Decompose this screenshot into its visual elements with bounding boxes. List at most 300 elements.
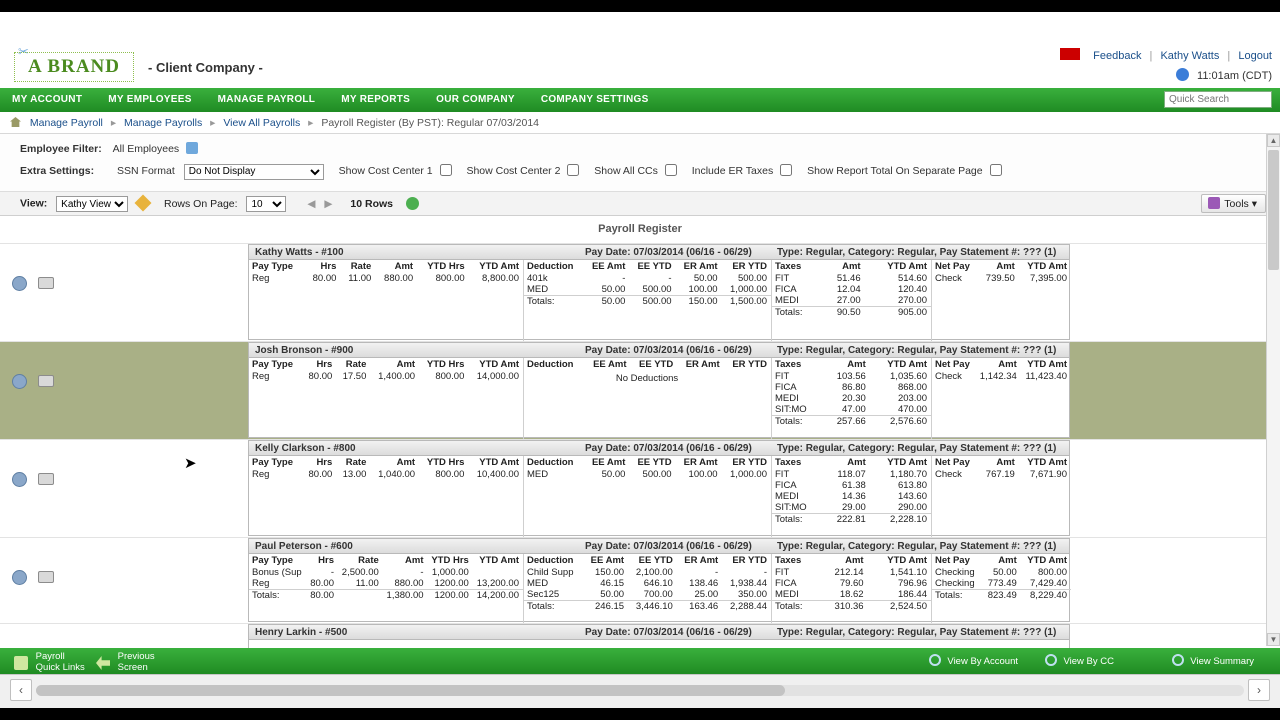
employee-card <box>248 244 1070 340</box>
cell: 1200.00 <box>428 590 473 602</box>
cell: 50.00 <box>693 273 718 284</box>
col-tax-amt: Amt <box>847 359 866 370</box>
employee-card <box>248 538 1070 622</box>
col-ytd-amt: YTD Amt <box>479 555 519 566</box>
col-ee-amt: EE Amt <box>590 555 625 566</box>
cell: MEDI <box>775 491 799 502</box>
col-deduction: Deduction <box>527 261 574 272</box>
view-by-cc-label: View By CC <box>1063 656 1114 667</box>
cell: 12.04 <box>836 284 861 295</box>
col-amt: Amt <box>405 555 424 566</box>
cell: 80.00 <box>312 273 337 284</box>
feedback-link[interactable]: Feedback <box>1093 50 1142 62</box>
cell: 222.81 <box>823 514 870 526</box>
pay-type-info: Type: Regular, Category: Regular, Pay Statement #: ??? (1) <box>777 345 1057 356</box>
cell: 150.00 <box>676 296 722 308</box>
cell: 270.00 <box>897 295 927 306</box>
nav-item-manage-payroll[interactable]: MANAGE PAYROLL <box>217 94 316 105</box>
cell: 3,446.10 <box>628 601 677 613</box>
pay-date: Pay Date: 07/03/2014 (06/16 - 06/29) <box>585 345 752 356</box>
col-rate: Rate <box>345 457 367 468</box>
cell: 1,142.34 <box>979 371 1017 382</box>
show-cost-center-1-checkbox[interactable] <box>440 164 452 176</box>
application-window <box>0 12 1280 708</box>
cell: MED <box>527 469 549 480</box>
quick-search-input[interactable] <box>1164 91 1272 108</box>
scrollbar-thumb[interactable] <box>36 685 785 696</box>
col-net-amt: Amt <box>998 555 1017 566</box>
net-pay-section <box>931 358 1071 440</box>
deduction-section <box>523 260 771 342</box>
cell: 401k <box>527 273 548 284</box>
col-deduction: Deduction <box>527 457 574 468</box>
col-tax-ytd-amt: YTD Amt <box>887 457 927 468</box>
employee-name[interactable]: Kelly Clarkson - #800 <box>255 443 356 454</box>
cell: 118.07 <box>837 469 866 480</box>
cell: 50.00 <box>601 469 626 480</box>
col-ee-ytd: EE YTD <box>638 555 673 566</box>
cell: 8,800.00 <box>482 273 519 284</box>
col-ytd-hrs: YTD Hrs <box>427 261 465 272</box>
cell: Checking <box>935 567 975 578</box>
cell: 2,576.60 <box>870 416 931 428</box>
cell: 51.46 <box>836 273 861 284</box>
cell: 29.00 <box>842 502 866 513</box>
cell: 800.00 <box>435 273 465 284</box>
scroll-right-icon[interactable]: › <box>1248 679 1270 701</box>
previous-screen-label <box>118 651 155 673</box>
extra-settings-label: Extra Settings: <box>20 165 95 177</box>
view-by-account-label: View By Account <box>947 656 1018 667</box>
col-tax-amt: Amt <box>845 555 864 566</box>
col-net-pay: Net Pay <box>935 555 970 566</box>
cell: 14,200.00 <box>473 590 523 602</box>
cell: - <box>330 567 334 578</box>
cell: 80.00 <box>310 578 334 589</box>
col-tax-ytd-amt: YTD Amt <box>887 359 927 370</box>
cell: 2,524.50 <box>868 601 931 613</box>
payroll-register <box>0 216 1280 638</box>
mouse-cursor: ➤ <box>184 455 197 472</box>
col-ee-amt: EE Amt <box>591 261 626 272</box>
cell: 103.56 <box>836 371 866 382</box>
employee-icon[interactable] <box>12 570 27 585</box>
cell: 514.60 <box>897 273 927 284</box>
cell: 138.46 <box>689 578 719 589</box>
note-icon[interactable] <box>38 571 54 583</box>
col-ytd-hrs: YTD Hrs <box>426 359 465 370</box>
show-report-total-checkbox[interactable] <box>990 164 1002 176</box>
cell: 203.00 <box>897 393 927 404</box>
scroll-down-icon[interactable]: ▼ <box>1267 633 1280 646</box>
cell: 50.00 <box>601 284 626 295</box>
user-name-link[interactable]: Kathy Watts <box>1160 50 1220 62</box>
col-hrs: Hrs <box>318 555 334 566</box>
col-pay-type: Pay Type <box>252 359 294 370</box>
tax-section <box>771 358 931 440</box>
col-tax-amt: Amt <box>847 457 866 468</box>
cell: 868.00 <box>897 382 927 393</box>
home-icon[interactable] <box>10 117 21 127</box>
cell: 500.00 <box>642 284 672 295</box>
current-time <box>1176 68 1272 82</box>
cell: 800.00 <box>435 469 465 480</box>
cell: 700.00 <box>643 589 673 600</box>
cell: FIT <box>775 371 790 382</box>
cell: 14.36 <box>842 491 866 502</box>
table-row[interactable] <box>0 537 1280 623</box>
col-taxes: Taxes <box>775 457 802 468</box>
tools-label: Tools <box>1224 198 1249 210</box>
vertical-scrollbar[interactable] <box>1266 134 1280 646</box>
col-amt: Amt <box>396 457 416 468</box>
cell: 1,035.60 <box>890 371 927 382</box>
brand-logo[interactable] <box>14 52 134 82</box>
cell <box>338 590 383 602</box>
employee-icon[interactable] <box>12 276 27 291</box>
rows-on-page-select[interactable] <box>246 196 286 212</box>
employee-name[interactable]: Josh Bronson - #900 <box>255 345 354 356</box>
cell: FIT <box>775 469 790 480</box>
employee-icon[interactable] <box>12 472 27 487</box>
pay-date: Pay Date: 07/03/2014 (06/16 - 06/29) <box>585 247 752 258</box>
logout-link[interactable]: Logout <box>1238 50 1272 62</box>
scrollbar-thumb[interactable] <box>1268 150 1279 270</box>
col-net-amt: Amt <box>996 261 1015 272</box>
cell: Reg <box>252 578 270 589</box>
ssn-format-select[interactable] <box>184 164 324 180</box>
col-tax-ytd-amt: YTD Amt <box>887 261 927 272</box>
rows-count-label: 10 Rows <box>350 197 393 210</box>
cell: 1,000.00 <box>730 469 767 480</box>
col-hrs: Hrs <box>320 261 337 272</box>
table-row[interactable] <box>0 439 1280 537</box>
employee-icon[interactable] <box>12 374 27 389</box>
col-net-pay: Net Pay <box>935 359 970 370</box>
horizontal-scrollbar[interactable] <box>0 674 1280 708</box>
cell: 80.00 <box>308 371 333 382</box>
include-er-taxes-checkbox[interactable] <box>780 164 792 176</box>
cell: 79.60 <box>839 578 864 589</box>
nav-item-our-company[interactable]: OUR COMPANY <box>436 94 515 105</box>
cell: 11,423.40 <box>1025 371 1067 382</box>
cell: 500.00 <box>642 469 672 480</box>
cell: - <box>763 567 767 578</box>
nav-item-company-settings[interactable]: COMPANY SETTINGS <box>540 94 649 105</box>
brand-logo-text: A BRAND <box>28 56 120 77</box>
employee-name[interactable]: Paul Peterson - #600 <box>255 541 353 552</box>
col-net-amt: Amt <box>996 457 1015 468</box>
cell: 20.30 <box>842 393 866 404</box>
cell: Child Supp <box>527 567 574 578</box>
cell: - <box>420 567 424 578</box>
cell: 50.00 <box>600 589 625 600</box>
no-deductions-message: No Deductions <box>615 373 679 384</box>
totals-label: Totals: <box>524 296 584 308</box>
pay-type-info: Type: Regular, Category: Regular, Pay Statement #: ??? (1) <box>777 541 1057 552</box>
totals-label: Totals: <box>932 590 982 602</box>
extra-settings-row <box>20 162 1280 180</box>
col-net-pay: Net Pay <box>935 457 970 468</box>
cell: 46.15 <box>600 578 625 589</box>
employee-picker-icon[interactable] <box>186 142 198 154</box>
cell: 1,040.00 <box>378 469 416 480</box>
breadcrumb-item-manage-payrolls[interactable]: Manage Payrolls <box>124 117 203 129</box>
cell: SIT:MO <box>775 502 807 513</box>
col-pay-type: Pay Type <box>252 555 294 566</box>
col-taxes: Taxes <box>775 359 802 370</box>
cell: 80.00 <box>308 469 333 480</box>
filter-panel <box>0 134 1280 192</box>
cell: 350.00 <box>737 589 767 600</box>
col-ee-amt: EE Amt <box>591 457 626 468</box>
cell: 1200.00 <box>434 578 469 589</box>
quick-links-line1: Payroll <box>35 651 65 662</box>
col-net-ytd-amt: YTD Amt <box>1027 457 1067 468</box>
tax-section <box>771 456 931 538</box>
cell: 2,228.10 <box>870 514 931 526</box>
next-page-icon[interactable]: ▶ <box>324 197 333 210</box>
cell: 100.00 <box>688 284 718 295</box>
refresh-icon[interactable] <box>406 197 419 210</box>
tools-button[interactable]: Tools ▾ <box>1201 194 1266 213</box>
cell: 13,200.00 <box>476 578 519 589</box>
note-icon[interactable] <box>38 375 54 387</box>
nav-item-my-account[interactable]: MY ACCOUNT <box>12 94 83 105</box>
cell: 800.00 <box>1037 567 1067 578</box>
pay-type-info: Type: Regular, Category: Regular, Pay Statement #: ??? (1) <box>777 443 1057 454</box>
col-net-ytd-amt: YTD Amt <box>1027 359 1067 370</box>
quick-links-line2: Quick Links <box>35 662 85 673</box>
table-row[interactable] <box>0 243 1280 341</box>
col-tax-amt: Amt <box>842 261 861 272</box>
cell: 186.44 <box>897 589 927 600</box>
pay-date: Pay Date: 07/03/2014 (06/16 - 06/29) <box>585 443 752 454</box>
col-ee-ytd: EE YTD <box>637 457 672 468</box>
breadcrumb <box>0 112 1280 134</box>
cell: 796.96 <box>897 578 927 589</box>
back-arrow-icon <box>96 656 110 670</box>
cell: 2,288.44 <box>722 601 771 613</box>
cell: 767.19 <box>985 469 1015 480</box>
payroll-quick-links-button[interactable] <box>14 651 85 673</box>
cell: Bonus (Sup <box>252 567 302 578</box>
net-pay-section <box>931 260 1071 342</box>
cell: 18.62 <box>839 589 864 600</box>
cell: FIT <box>775 567 790 578</box>
breadcrumb-item-view-all-payrolls[interactable]: View All Payrolls <box>223 117 301 129</box>
col-er-ytd: ER YTD <box>732 261 767 272</box>
cell: 257.66 <box>823 416 870 428</box>
cell: 17.50 <box>342 371 367 382</box>
pay-date: Pay Date: 07/03/2014 (06/16 - 06/29) <box>585 627 752 638</box>
cell: 100.00 <box>688 469 718 480</box>
cell: 10,400.00 <box>476 469 519 480</box>
nav-item-my-reports[interactable]: MY REPORTS <box>341 94 411 105</box>
totals-label: Totals: <box>772 307 821 319</box>
show-cost-center-2-label: Show Cost Center 2 <box>466 165 561 177</box>
col-pay-type: Pay Type <box>252 261 294 272</box>
col-amt: Amt <box>396 359 416 370</box>
col-amt: Amt <box>394 261 414 272</box>
clock-icon <box>1176 68 1189 81</box>
cell: 8,229.40 <box>1021 590 1071 602</box>
cell: 163.46 <box>677 601 722 613</box>
show-cost-center-2-checkbox[interactable] <box>567 164 579 176</box>
magnifier-icon <box>929 654 941 666</box>
main-navigation <box>0 88 1280 112</box>
show-cost-center-1-label: Show Cost Center 1 <box>338 165 433 177</box>
chevron-right-icon: ▸ <box>308 117 314 129</box>
cell: MEDI <box>775 589 799 600</box>
cell: 13.00 <box>342 469 367 480</box>
view-by-cc-button[interactable] <box>1045 654 1114 667</box>
cell: 47.00 <box>842 404 866 415</box>
scrollbar-track[interactable] <box>36 685 1244 696</box>
cell: 2,100.00 <box>635 567 673 578</box>
view-label: View: <box>20 197 48 210</box>
scroll-up-icon[interactable]: ▲ <box>1267 134 1280 147</box>
note-icon[interactable] <box>38 473 54 485</box>
register-title: Payroll Register <box>598 223 682 235</box>
view-summary-label: View Summary <box>1190 656 1254 667</box>
col-er-ytd: ER YTD <box>732 555 767 566</box>
cell: Reg <box>252 273 270 284</box>
col-pay-type: Pay Type <box>252 457 294 468</box>
cell: - <box>668 273 672 284</box>
totals-label: Totals: <box>249 590 307 602</box>
cell: MEDI <box>775 295 799 306</box>
cell: - <box>622 273 626 284</box>
note-icon[interactable] <box>38 277 54 289</box>
employee-card <box>248 440 1070 536</box>
cell: 880.00 <box>384 273 414 284</box>
cell: SIT:MO <box>775 404 807 415</box>
cell: MED <box>527 578 549 589</box>
cell: 290.00 <box>897 502 927 513</box>
cell: 310.36 <box>819 601 868 613</box>
view-summary-button[interactable] <box>1172 654 1254 667</box>
cell: 61.38 <box>842 480 866 491</box>
row-gutter <box>0 440 248 537</box>
logo-mark-icon: ✂ <box>18 44 29 59</box>
employee-name[interactable]: Kathy Watts - #100 <box>255 247 344 258</box>
col-taxes: Taxes <box>775 555 802 566</box>
cell: MED <box>527 284 549 295</box>
show-all-ccs-checkbox[interactable] <box>665 164 677 176</box>
col-net-pay: Net Pay <box>935 261 970 272</box>
previous-screen-button[interactable] <box>96 651 155 673</box>
prev-page-icon[interactable]: ◀ <box>307 197 316 210</box>
col-er-ytd: ER YTD <box>732 457 767 468</box>
cell: Checking <box>935 578 975 589</box>
totals-label: Totals: <box>772 416 823 428</box>
chevron-right-icon: ▸ <box>210 117 216 129</box>
col-er-amt: ER Amt <box>683 261 718 272</box>
current-time-label: 11:01am (CDT) <box>1197 70 1272 82</box>
breadcrumb-item-manage-payroll[interactable]: Manage Payroll <box>29 117 103 129</box>
col-taxes: Taxes <box>775 261 802 272</box>
cell: 120.40 <box>897 284 927 295</box>
col-ytd-amt: YTD Amt <box>479 261 519 272</box>
cell: FICA <box>775 480 797 491</box>
include-er-taxes-label: Include ER Taxes <box>691 165 774 177</box>
cell: 11.00 <box>348 273 372 284</box>
col-deduction: Deduction <box>527 555 574 566</box>
cell: 1,000.00 <box>431 567 469 578</box>
employee-filter-label: Employee Filter: <box>20 143 102 155</box>
cell: Check <box>935 371 962 382</box>
employee-card-header <box>249 245 1069 260</box>
col-er-ytd: ER YTD <box>732 359 767 370</box>
pay-section <box>249 456 523 538</box>
cell: 86.80 <box>842 382 866 393</box>
employee-card-header <box>249 441 1069 456</box>
cell: 613.80 <box>897 480 927 491</box>
cell: Check <box>935 273 962 284</box>
totals-label: Totals: <box>772 601 819 613</box>
row-gutter <box>0 244 248 341</box>
cell: 11.00 <box>355 578 379 589</box>
cell: Sec125 <box>527 589 560 600</box>
cell: 150.00 <box>595 567 625 578</box>
row-gutter <box>0 538 248 623</box>
nav-item-my-employees[interactable]: MY EMPLOYEES <box>108 94 192 105</box>
cell: 80.00 <box>307 590 338 602</box>
cell: 1,000.00 <box>730 284 767 295</box>
cell: 7,395.00 <box>1030 273 1067 284</box>
col-hrs: Hrs <box>316 457 333 468</box>
cell: 14,000.00 <box>476 371 519 382</box>
cell: Reg <box>252 469 270 480</box>
gear-icon <box>1208 197 1220 209</box>
employee-filter-value[interactable]: All Employees <box>112 143 180 155</box>
cell: 500.00 <box>737 273 767 284</box>
employee-card-header <box>249 625 1069 640</box>
quick-links-icon <box>14 656 28 670</box>
cell: 800.00 <box>435 371 465 382</box>
view-toolbar <box>0 192 1280 216</box>
top-header <box>0 12 1280 88</box>
pay-section <box>249 358 523 440</box>
cell: FIT <box>775 273 790 284</box>
chevron-right-icon: ▸ <box>110 117 117 129</box>
scroll-left-icon[interactable]: ‹ <box>10 679 32 701</box>
flag-icon <box>1060 48 1080 60</box>
cell: 143.60 <box>897 491 927 502</box>
cell: 25.00 <box>694 589 719 600</box>
cell: 212.14 <box>834 567 864 578</box>
cell: 880.00 <box>394 578 424 589</box>
col-hrs: Hrs <box>316 359 333 370</box>
edit-view-icon[interactable] <box>135 194 152 211</box>
cell: FICA <box>775 284 797 295</box>
col-ee-amt: EE Amt <box>593 359 627 370</box>
cell: 7,671.90 <box>1030 469 1067 480</box>
deduction-section <box>523 456 771 538</box>
employee-name[interactable]: Henry Larkin - #500 <box>255 627 348 638</box>
view-select[interactable] <box>56 196 128 212</box>
separator: | <box>1227 50 1231 62</box>
cell: 246.15 <box>583 601 628 613</box>
col-er-amt: ER Amt <box>684 555 719 566</box>
deduction-section <box>523 358 771 440</box>
utility-links <box>1060 48 1272 62</box>
cell: 90.50 <box>821 307 865 319</box>
col-rate: Rate <box>345 359 367 370</box>
cell: 1,500.00 <box>722 296 771 308</box>
view-by-account-button[interactable] <box>929 654 1018 667</box>
